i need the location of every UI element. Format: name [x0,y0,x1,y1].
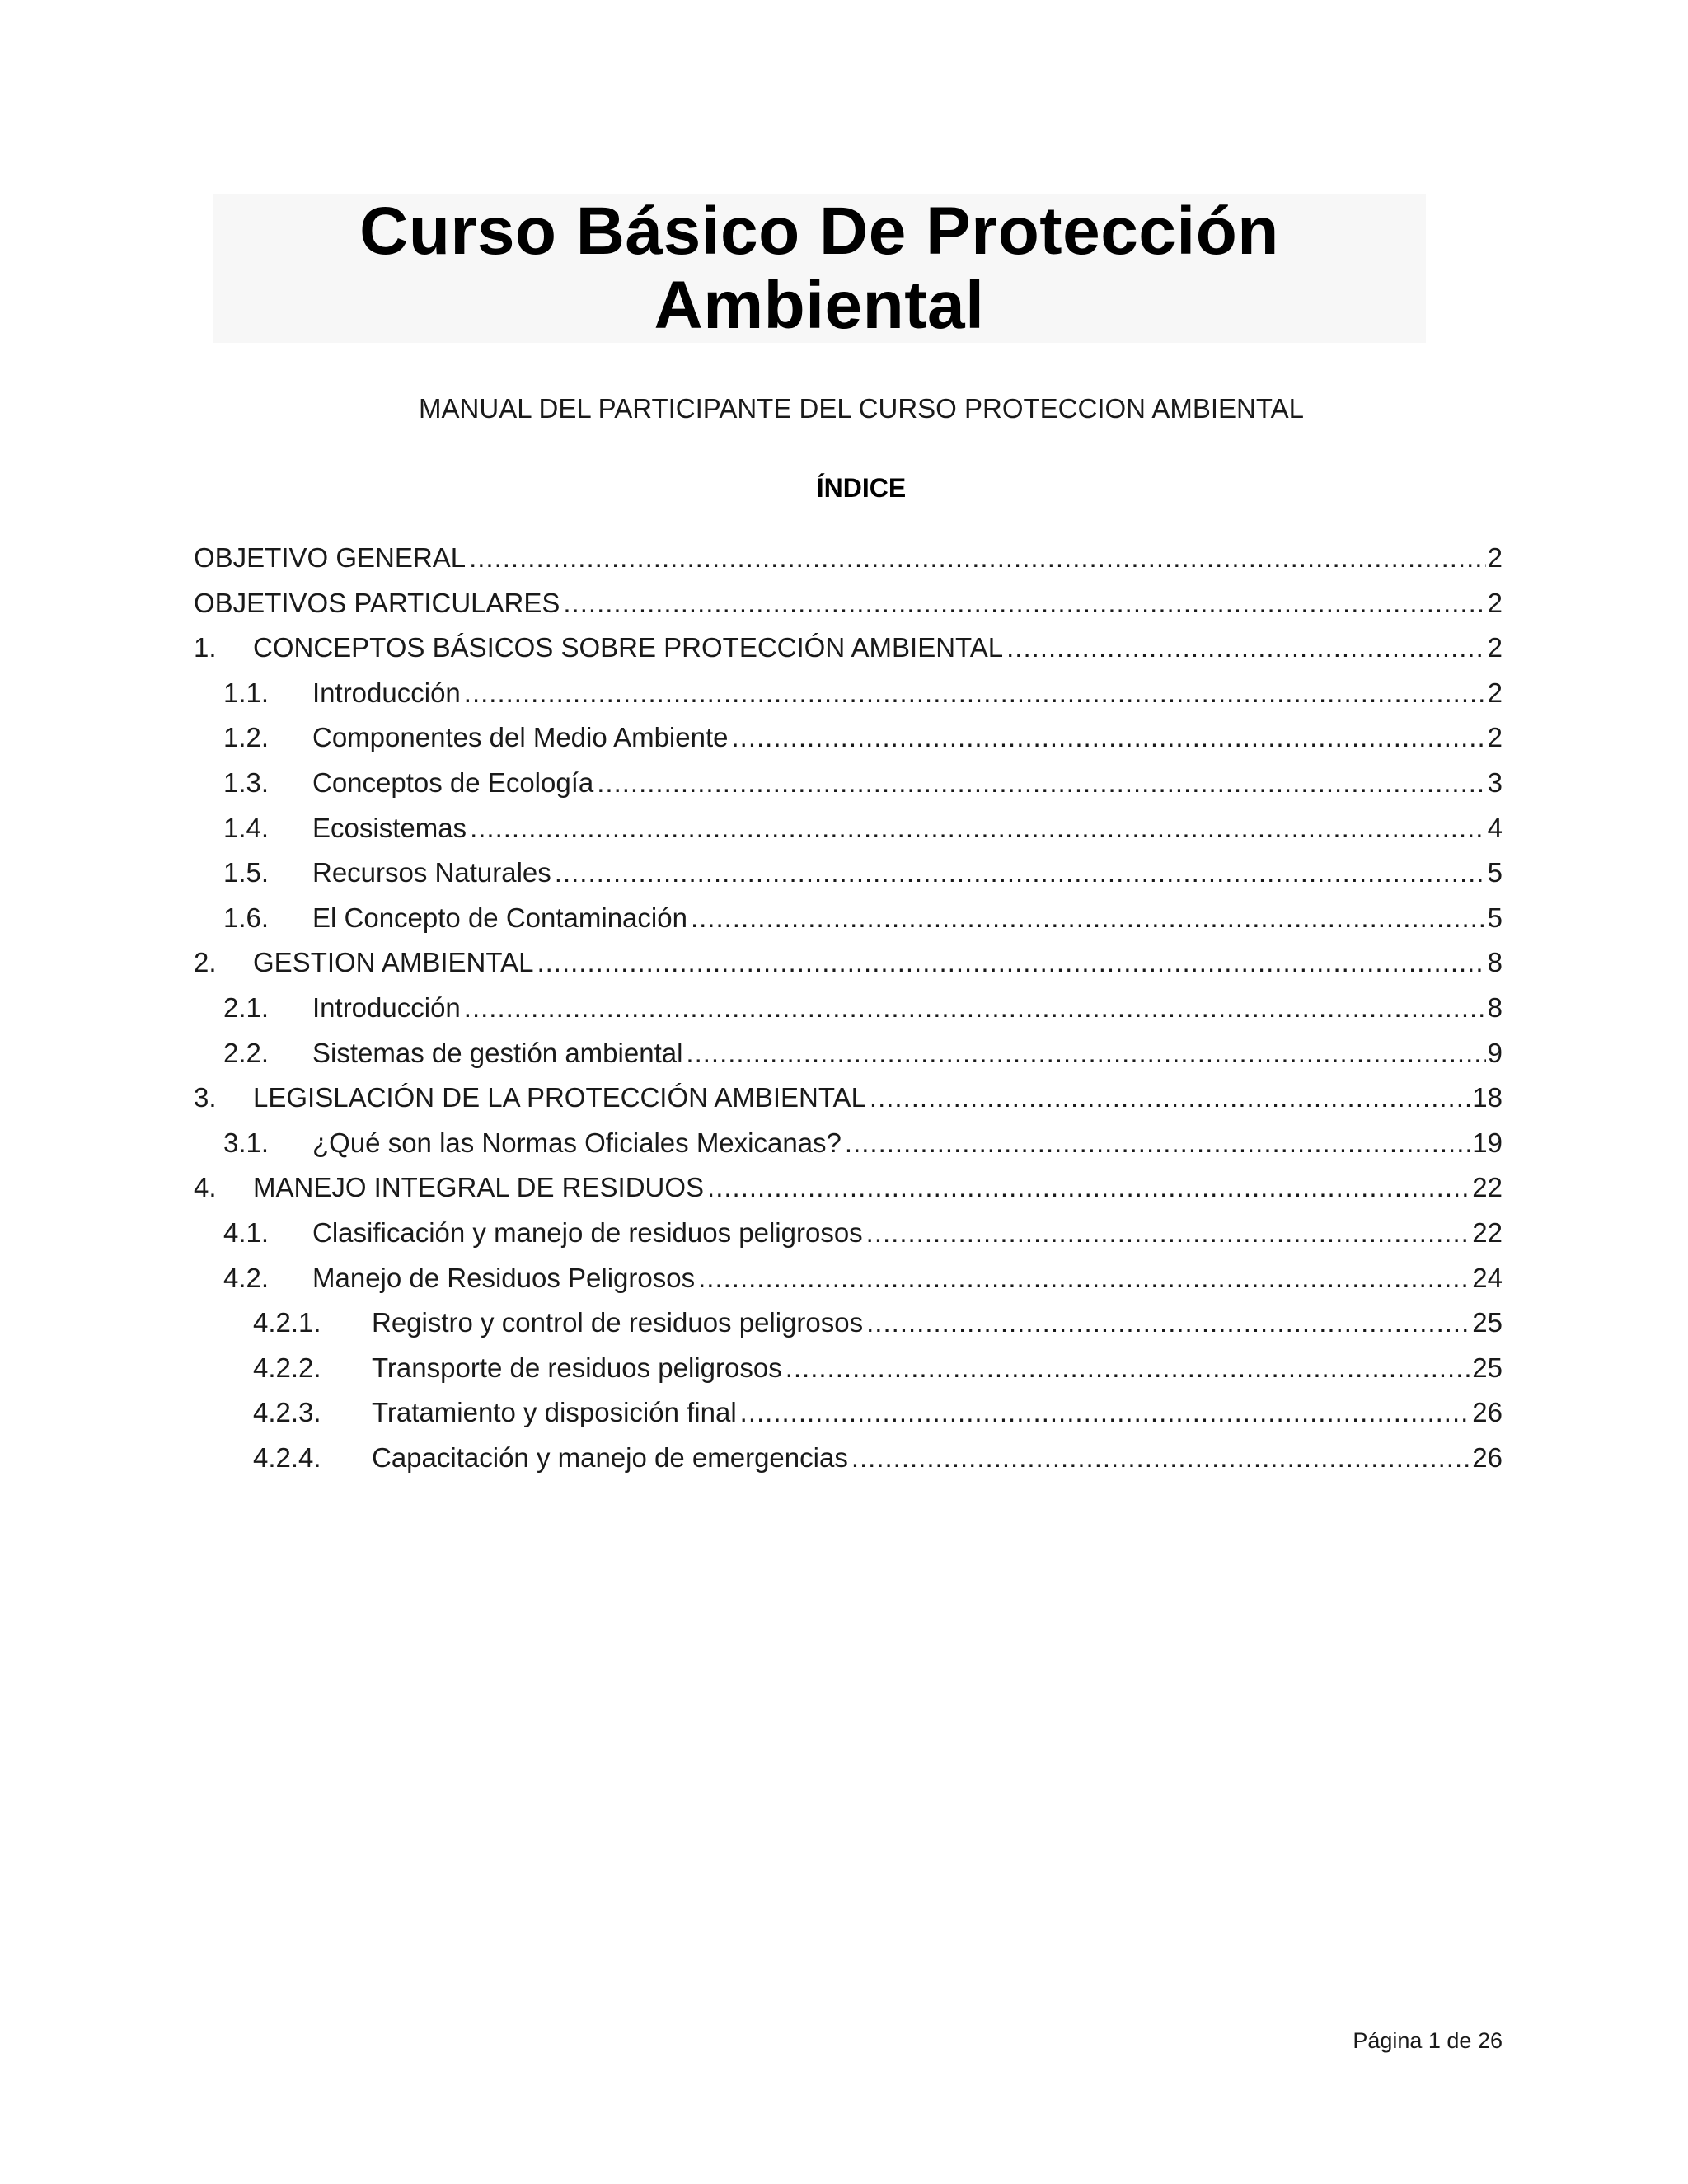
toc-entry-number: 4.2.4. [253,1441,321,1473]
toc-entry-page: 26 [1472,1397,1503,1428]
toc-entry-number: 1.1. [223,677,270,708]
title-line-2: Ambiental [654,268,985,343]
dot-leader [1006,626,1486,670]
toc-entry-label: Recursos Naturales [312,857,551,888]
toc-entry-page: 22 [1472,1172,1503,1203]
toc-entry-label: ¿Qué son las Normas Oficiales Mexicanas? [312,1127,842,1158]
toc-entry-number: 4. [194,1172,217,1203]
toc-entry-page: 4 [1487,812,1503,843]
table-of-contents [194,536,1503,1480]
toc-entry-number: 2.1. [223,991,270,1023]
toc-entry-1-5[interactable] [194,851,1503,896]
toc-entry-4-2-2[interactable] [194,1346,1503,1391]
toc-entry-page: 18 [1472,1082,1503,1113]
toc-entry-2-2[interactable] [194,1031,1503,1076]
toc-entry-1-1[interactable] [194,671,1503,716]
toc-entry-4-2-1[interactable] [194,1301,1503,1346]
toc-entry-page: 9 [1487,1037,1503,1068]
dot-leader [563,581,1485,626]
toc-entry-1-2[interactable] [194,715,1503,761]
dot-leader [731,715,1485,760]
toc-entry-number: 3.1. [223,1127,270,1158]
dot-leader [537,940,1485,985]
dot-leader [698,1256,1470,1301]
toc-entry-label: LEGISLACIÓN DE LA PROTECCIÓN AMBIENTAL [253,1082,866,1113]
toc-entry-number: 1.5. [223,857,270,888]
toc-entry-label: Ecosistemas [312,812,467,843]
toc-entry-label: OBJETIVO GENERAL [194,542,467,573]
toc-entry-page: 25 [1472,1307,1503,1338]
toc-entry-2[interactable] [194,940,1503,986]
document-title [213,194,1426,343]
dot-leader [707,1165,1470,1210]
toc-entry-3-1[interactable] [194,1121,1503,1166]
toc-entry-number: 4.2.2. [253,1352,321,1383]
toc-entry-page: 5 [1487,902,1503,933]
dot-leader [597,761,1485,805]
toc-entry-page: 2 [1487,632,1503,663]
toc-entry-2-1[interactable] [194,986,1503,1031]
toc-entry-number: 4.1. [223,1216,270,1248]
toc-entry-label: CONCEPTOS BÁSICOS SOBRE PROTECCIÓN AMBIENTAL [253,632,1004,663]
toc-entry-1-3[interactable] [194,761,1503,806]
toc-entry-objetivos-particulares[interactable] [194,581,1503,626]
toc-entry-page: 5 [1487,857,1503,888]
toc-entry-number: 3. [194,1082,217,1113]
toc-entry-4-1[interactable] [194,1211,1503,1256]
dot-leader [686,1031,1485,1076]
toc-entry-label: Tratamiento y disposición final [372,1397,737,1428]
toc-entry-4[interactable] [194,1165,1503,1211]
toc-entry-label: Registro y control de residuos peligrosos [372,1307,864,1338]
toc-entry-label: MANEJO INTEGRAL DE RESIDUOS [253,1172,705,1203]
toc-entry-page: 2 [1487,677,1503,708]
toc-entry-page: 26 [1472,1441,1503,1473]
toc-entry-label: Conceptos de Ecología [312,766,594,798]
toc-entry-number: 4.2.1. [253,1307,321,1338]
toc-entry-page: 8 [1487,991,1503,1023]
dot-leader [870,1076,1470,1120]
dot-leader [691,896,1486,940]
page-number-footer: Página 1 de 26 [1353,2028,1503,2053]
toc-entry-4-2-3[interactable] [194,1390,1503,1436]
toc-entry-1-4[interactable] [194,806,1503,851]
toc-entry-page: 8 [1487,947,1503,978]
toc-entry-page: 3 [1487,766,1503,798]
toc-entry-label: Introducción [312,991,461,1023]
dot-leader [866,1301,1470,1345]
toc-entry-label: Capacitación y manejo de emergencias [372,1441,848,1473]
toc-entry-1-6[interactable] [194,896,1503,941]
toc-entry-4-2-4[interactable] [194,1436,1503,1481]
title-box [213,194,1426,343]
document-subtitle: MANUAL DEL PARTICIPANTE DEL CURSO PROTECCION AMBIENTAL [419,393,1304,424]
toc-entry-number: 1.2. [223,722,270,753]
toc-entry-label: El Concepto de Contaminación [312,902,687,933]
toc-entry-page: 25 [1472,1352,1503,1383]
toc-entry-label: Transporte de residuos peligrosos [372,1352,782,1383]
toc-entry-4-2[interactable] [194,1256,1503,1301]
dot-leader [851,1436,1470,1480]
toc-entry-number: 1.6. [223,902,270,933]
toc-entry-number: 1. [194,632,217,663]
dot-leader [866,1211,1471,1255]
toc-entry-number: 4.2. [223,1262,270,1293]
dot-leader [464,986,1486,1030]
dot-leader [785,1346,1471,1390]
toc-entry-label: GESTION AMBIENTAL [253,947,534,978]
dot-leader [845,1121,1470,1165]
toc-entry-label: Sistemas de gestión ambiental [312,1037,683,1068]
toc-entry-number: 4.2.3. [253,1397,321,1428]
dot-leader [555,851,1486,895]
toc-entry-label: Clasificación y manejo de residuos peligrosos [312,1216,863,1248]
toc-entry-number: 2.2. [223,1037,270,1068]
dot-leader [740,1390,1471,1435]
toc-entry-label: Manejo de Residuos Peligrosos [312,1262,696,1293]
toc-entry-page: 19 [1472,1127,1503,1158]
toc-entry-page: 24 [1472,1262,1503,1293]
toc-entry-label: Componentes del Medio Ambiente [312,722,729,753]
toc-entry-number: 1.4. [223,812,270,843]
toc-entry-number: 2. [194,947,217,978]
toc-entry-page: 2 [1487,587,1503,618]
toc-entry-page: 22 [1472,1216,1503,1248]
toc-entry-label: Introducción [312,677,461,708]
index-heading: ÍNDICE [816,473,907,503]
toc-entry-number: 1.3. [223,766,270,798]
dot-leader [470,806,1486,851]
toc-entry-3[interactable] [194,1076,1503,1121]
toc-entry-page: 2 [1487,542,1503,573]
title-line-1: Curso Básico De Protección [359,194,1279,269]
dot-leader [469,536,1486,580]
toc-entry-page: 2 [1487,722,1503,753]
toc-entry-label: OBJETIVOS PARTICULARES [194,587,560,618]
dot-leader [464,671,1486,715]
toc-entry-objetivo-general[interactable] [194,536,1503,581]
toc-entry-1[interactable] [194,626,1503,671]
